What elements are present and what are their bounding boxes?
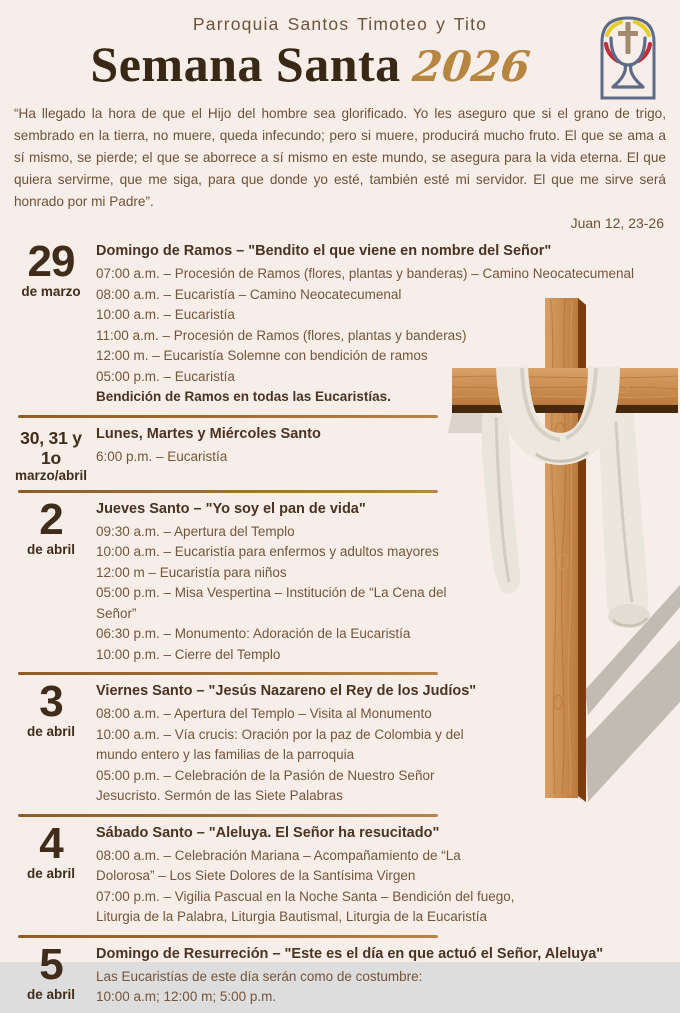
schedule-block-mon-wed [0, 420, 680, 488]
day-number: 29 [27, 237, 75, 286]
month-label: de abril [26, 724, 75, 739]
block-content [94, 681, 680, 807]
event-line: Señor” [96, 605, 137, 621]
cross-icon [618, 22, 638, 54]
event-line: 07:00 a.m. – Procesión de Ramos (flores, plantas y banderas) – Camino Neocatecumenal [96, 266, 635, 281]
event-line: 10:00 p.m. – Cierre del Templo [96, 646, 281, 662]
month-label: de abril [26, 865, 75, 881]
schedule-block-palm-sunday [0, 237, 680, 413]
block-title: Domingo de Resurreción – "Este es el día en que actuó el Señor, Aleluya" [96, 945, 604, 962]
event-line: 08:00 a.m. – Apertura del Templo – Visita al Monumento [96, 706, 432, 721]
block-note: Bendición de Ramos en todas las Eucaristías. [96, 389, 391, 404]
block-title: Domingo de Ramos – "Bendito el que viene en nombre del Señor" [96, 243, 552, 259]
block-content [94, 424, 680, 468]
event-line: Dolorosa” – Los Siete Dolores de la Santísima Virgen [96, 868, 416, 883]
block-content [94, 499, 680, 666]
event-line: 08:00 a.m. – Eucaristía – Camino Neocatecumenal [96, 286, 402, 302]
event-line: 09:30 a.m. – Apertura del Templo [96, 523, 295, 539]
title-row [0, 36, 680, 94]
event-line: 05:00 p.m. – Misa Vespertina – Institución de “La Cena del [96, 585, 447, 600]
event-line: 10:00 a.m. – Vía crucis: Oración por la paz de Colombia y del [96, 726, 464, 742]
event-line: 6:00 p.m. – Eucaristía [96, 448, 228, 464]
block-content [94, 944, 680, 1008]
date-column [8, 677, 94, 739]
schedule-block-easter-sunday [0, 940, 680, 1013]
event-line: 10:00 a.m. – Eucaristía [96, 307, 235, 322]
section-divider [18, 672, 438, 675]
block-title: Lunes, Martes y Miércoles Santo [96, 425, 321, 442]
date-column [8, 424, 94, 483]
event-line: 06:30 p.m. – Monumento: Adoración de la Eucaristía [96, 626, 411, 641]
schedule [0, 237, 680, 1013]
event-line: Las Eucaristías de este día serán como de costumbre: [96, 968, 423, 984]
section-divider [18, 415, 438, 418]
day-number: 30, 31 y 1o [20, 427, 82, 468]
section-divider [18, 814, 438, 817]
block-content [94, 823, 680, 928]
block-title: Viernes Santo – "Jesús Nazareno el Rey de los Judíos" [96, 683, 477, 699]
block-content [94, 241, 680, 408]
date-column [8, 237, 94, 299]
event-line: 05:00 p.m. – Eucaristía [96, 368, 235, 384]
month-label: de abril [26, 986, 75, 1002]
schedule-block-good-friday [0, 677, 680, 812]
scripture-quote: “Ha llegado la hora de que el Hijo del hombre sea glorificado. Yo les aseguro que si el grano de trigo, sembrado en la tierra, no muere, queda infecundo; pero si muere, producirá mucho fruto. El que se ama a sí mismo, se pierde; el que se aborrece a sí mismo en este mundo, se asegura para la vida eterna. El que quiera servirme, que me siga, para que donde yo esté, también esté mi servidor. El que me sirve será honrado por mi Padre”. [14, 106, 666, 209]
parish-logo [592, 8, 664, 102]
date-column [8, 818, 94, 881]
day-number: 4 [39, 818, 63, 868]
event-line: 10:00 a.m. – Eucaristía para enfermos y adultos mayores [96, 544, 439, 559]
event-line: 08:00 a.m. – Celebración Mariana – Acompañamiento de “La [96, 847, 461, 863]
event-line: 10:00 a.m; 12:00 m; 5:00 p.m. [96, 989, 277, 1004]
event-line: 11:00 a.m. – Procesión de Ramos (flores, plantas y banderas) [96, 327, 467, 343]
event-line: mundo entero y las familias de la parroquia [96, 747, 355, 762]
block-title: Sábado Santo – "Aleluya. El Señor ha resucitado" [96, 824, 440, 841]
event-line: Jesucristo. Sermón de las Siete Palabras [96, 788, 343, 803]
event-line: 12:00 m – Eucaristía para niños [96, 564, 287, 580]
event-line: 12:00 m. – Eucaristía Solemne con bendición de ramos [96, 348, 428, 363]
header [0, 0, 680, 94]
schedule-block-holy-thursday [0, 495, 680, 671]
parish-name: Parroquia Santos Timoteo y Tito [192, 14, 488, 34]
month-label: marzo/abril [14, 467, 88, 483]
day-number: 3 [39, 677, 63, 726]
month-label: de marzo [21, 284, 81, 299]
schedule-block-holy-saturday [0, 819, 680, 933]
year-label: 2026 [410, 42, 533, 91]
date-column [8, 494, 94, 557]
day-number: 2 [39, 494, 63, 544]
scripture-reference: Juan 12, 23-26 [570, 215, 664, 231]
page-title: Semana Santa [90, 36, 401, 92]
section-divider [18, 490, 438, 493]
event-line: 05:00 p.m. – Celebración de la Pasión de Nuestro Señor [96, 767, 435, 783]
date-column [8, 939, 94, 1002]
block-title: Jueves Santo – "Yo soy el pan de vida" [96, 500, 366, 517]
day-number: 5 [39, 939, 63, 989]
month-label: de abril [26, 541, 75, 557]
section-divider [18, 935, 438, 938]
event-line: Liturgia de la Palabra, Liturgia Bautismal, Liturgia de la Eucaristía [96, 909, 487, 924]
event-line: 07:00 p.m. – Vigilia Pascual en la Noche Santa – Bendición del fuego, [96, 888, 515, 904]
